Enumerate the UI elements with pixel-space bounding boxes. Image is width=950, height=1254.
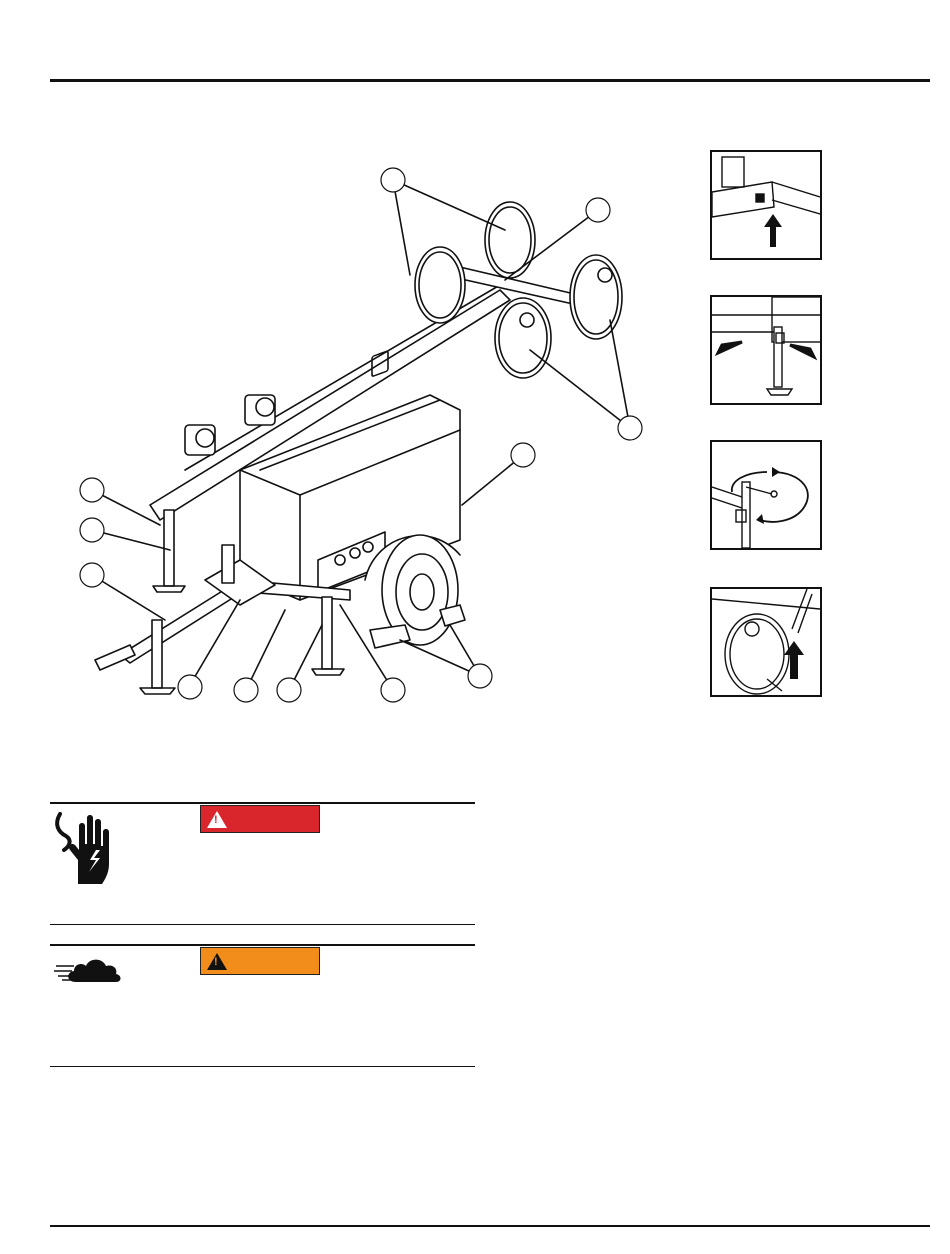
callout-light-bar — [586, 198, 610, 222]
hazard-top-rule — [50, 944, 475, 946]
callout-lamps — [381, 168, 405, 192]
hazard-top-rule — [50, 802, 475, 804]
callout-tongue-jack — [80, 563, 104, 587]
outrigger-release-arrow-up-icon — [712, 152, 820, 258]
callout-enclosure — [511, 443, 535, 467]
step-panel-rotate — [710, 440, 822, 550]
danger-signal-box — [200, 805, 320, 833]
lamp-raise-arrow-up-icon — [712, 589, 820, 695]
light-tower-illustration — [60, 150, 660, 710]
callout-side-jack — [381, 678, 405, 702]
hazard-bottom-rule — [50, 924, 475, 925]
step-panel-extend — [710, 295, 822, 405]
step-panel-raise — [710, 587, 822, 697]
alert-triangle-icon: ! — [207, 811, 227, 828]
outrigger-extend-arrows-out-icon — [712, 297, 820, 403]
exhaust-cloud-icon — [52, 952, 124, 984]
callout-rear-jack — [80, 478, 104, 502]
alert-triangle-icon: ! — [207, 953, 227, 970]
footer-rule — [50, 1225, 930, 1227]
warning-signal-box — [200, 947, 320, 975]
electric-shock-hand-icon — [52, 810, 114, 886]
callout-lamps-lower — [618, 416, 642, 440]
hazard-bottom-rule — [50, 1066, 475, 1067]
callout-jack-pin — [80, 518, 104, 542]
callout-outrigger — [277, 678, 301, 702]
callout-mast-base — [178, 675, 202, 699]
header-rule — [50, 79, 930, 82]
callout-wheel-chocks — [468, 664, 492, 688]
callout-frame — [234, 678, 258, 702]
warning-hazard-block — [50, 944, 475, 1070]
danger-hazard-block — [50, 802, 475, 928]
step-panel-release — [710, 150, 822, 260]
jack-rotate-arrows-icon — [712, 442, 820, 548]
